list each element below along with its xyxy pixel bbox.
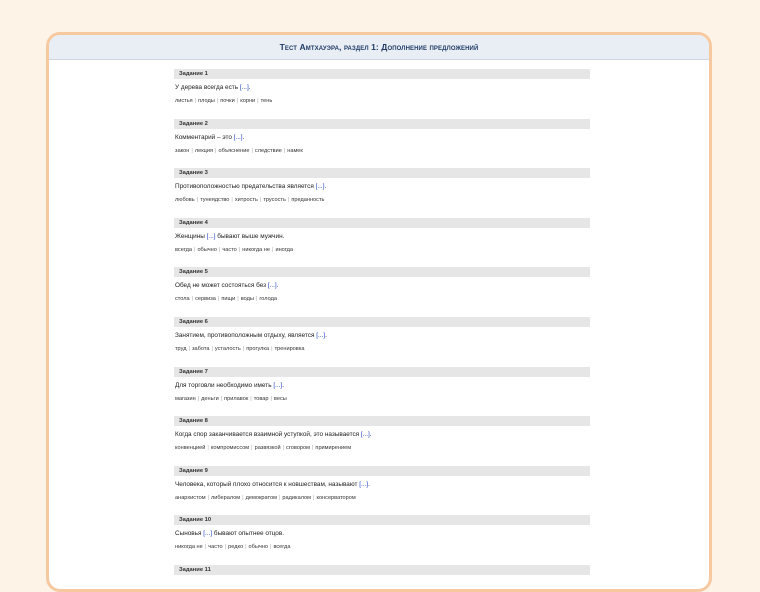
option-separator: | [188, 345, 190, 352]
answer-option[interactable]: радикалом [282, 494, 311, 501]
prompt-text-before: Занятием, противоположным отдыху, является [175, 331, 317, 339]
answer-options [174, 246, 590, 254]
answer-option[interactable]: всегда [175, 246, 192, 253]
option-separator: | [271, 345, 273, 352]
answer-options [174, 97, 590, 105]
answer-option[interactable]: тень [260, 98, 273, 104]
task-prompt [174, 430, 590, 439]
answer-blank[interactable]: [...] [273, 381, 283, 389]
option-separator: | [218, 246, 221, 253]
answer-option[interactable]: объяснение [218, 147, 250, 154]
prompt-text-before: Для торговли необходимо иметь [175, 381, 274, 389]
task-header: Задание 10 [174, 515, 590, 525]
answer-blank[interactable]: [...] [315, 183, 325, 191]
option-separator: | [211, 345, 213, 352]
answer-option[interactable]: консерватором [316, 494, 356, 501]
option-separator: | [191, 296, 194, 303]
answer-option[interactable]: трусость [263, 197, 286, 204]
answer-option[interactable]: намек [287, 147, 303, 154]
task-header: Задание 11 [174, 565, 590, 575]
task-prompt [174, 133, 590, 142]
task-header: Задание 8 [174, 416, 590, 426]
task-item [174, 218, 590, 268]
option-separator: | [207, 445, 209, 452]
task-item [174, 69, 590, 119]
answer-option[interactable]: часто [208, 544, 223, 551]
answer-option[interactable]: демократом [245, 494, 277, 501]
answer-option[interactable]: сервиза [195, 296, 216, 303]
answer-option[interactable]: стола [175, 296, 190, 303]
answer-option[interactable]: забота [191, 345, 210, 352]
task-header: Задание 2 [174, 119, 590, 129]
prompt-text-before: Сыновья [175, 530, 204, 538]
option-separator: | [251, 445, 253, 452]
answer-option[interactable]: хитрость [234, 197, 258, 204]
answer-option[interactable]: примирением [315, 445, 352, 452]
option-separator: | [191, 147, 193, 154]
option-separator: | [255, 296, 258, 303]
option-separator: | [312, 494, 315, 501]
task-item [174, 119, 590, 169]
prompt-text-after: . [242, 133, 245, 141]
answer-option[interactable]: либералом [211, 494, 241, 501]
task-list [174, 69, 590, 592]
answer-options [174, 543, 590, 551]
answer-blank[interactable]: [...] [233, 133, 243, 141]
task-prompt [174, 529, 590, 538]
option-separator: | [259, 197, 262, 204]
prompt-text-after: . [324, 183, 327, 191]
task-header: Задание 6 [174, 317, 590, 327]
answer-options [174, 444, 590, 452]
answer-blank[interactable]: [...] [206, 232, 216, 240]
task-prompt [174, 381, 590, 390]
prompt-text-before: Человека, который плохо относится к новшествам, называют [175, 480, 360, 488]
option-separator: | [257, 98, 259, 104]
option-separator: | [287, 197, 290, 204]
answer-blank[interactable]: [...] [267, 282, 277, 290]
title-bar [49, 35, 709, 60]
option-separator: | [220, 395, 223, 402]
prompt-text-after: . [282, 381, 284, 389]
answer-options [174, 395, 590, 403]
answer-option[interactable]: пищи [221, 296, 236, 303]
answer-option[interactable]: преданность [291, 197, 325, 204]
answer-option[interactable]: никогда не [242, 246, 270, 253]
answer-option[interactable]: магазин [175, 395, 196, 402]
answer-option[interactable]: всегда [273, 544, 291, 551]
option-separator: | [278, 494, 281, 501]
prompt-text-after: . [325, 331, 327, 339]
answer-option[interactable]: плоды [198, 98, 215, 104]
option-separator: | [270, 544, 272, 551]
answer-option[interactable]: следствие [254, 147, 282, 154]
task-header: Задание 3 [174, 168, 590, 178]
answer-option[interactable]: часто [222, 246, 237, 253]
answer-blank[interactable]: [...] [239, 84, 249, 91]
answer-option[interactable]: тунеядство [200, 197, 230, 204]
option-separator: | [224, 544, 227, 551]
answer-option[interactable]: воды [240, 296, 254, 303]
option-separator: | [283, 147, 286, 154]
answer-options [174, 295, 590, 303]
answer-option[interactable]: обычно [197, 246, 217, 253]
answer-blank[interactable]: [...] [316, 331, 326, 339]
option-separator: | [238, 246, 241, 253]
answer-option[interactable]: листья [175, 98, 193, 104]
task-header: Задание 7 [174, 367, 590, 377]
answer-option[interactable]: никогда не [175, 544, 203, 551]
answer-option[interactable]: лекция [194, 147, 214, 154]
option-separator: | [231, 197, 233, 204]
option-separator: | [236, 98, 239, 104]
answer-option[interactable]: деньги [201, 395, 219, 402]
answer-options [174, 147, 590, 155]
task-item [174, 168, 590, 218]
option-separator: | [217, 296, 220, 303]
prompt-text-before: Обед не может состояться без [175, 282, 268, 290]
answer-blank[interactable]: [...] [203, 530, 213, 538]
answer-option[interactable]: компромиссом [210, 445, 250, 452]
task-prompt [174, 182, 590, 191]
answer-option[interactable]: голода [259, 296, 277, 303]
answer-options [174, 345, 590, 353]
option-separator: | [204, 544, 207, 551]
answer-blank[interactable]: [...] [359, 480, 369, 488]
answer-option[interactable]: развязкой [254, 445, 281, 452]
answer-option[interactable]: закон [175, 147, 190, 154]
answer-option[interactable]: прилавок [224, 395, 249, 402]
option-separator: | [251, 147, 253, 154]
answer-option[interactable]: сговором [286, 445, 310, 452]
option-separator: | [242, 345, 245, 352]
answer-option[interactable]: труд [175, 345, 187, 352]
prompt-text-before: Комментарий – это [175, 133, 234, 141]
task-prompt [174, 232, 590, 241]
prompt-text-after: бывают опытнее отцов. [212, 530, 285, 538]
task-item [174, 466, 590, 516]
prompt-text-before: Когда спор заканчивается взаимной уступкой, это называется [175, 431, 361, 439]
answer-option[interactable]: весы [273, 395, 287, 402]
option-separator: | [196, 197, 199, 204]
answer-option[interactable]: иногда [275, 246, 293, 253]
option-separator: | [194, 98, 197, 104]
option-separator: | [207, 494, 209, 501]
answer-options [174, 196, 590, 204]
task-header: Задание 9 [174, 466, 590, 476]
option-separator: | [250, 395, 252, 402]
task-item [174, 515, 590, 565]
task-prompt [174, 281, 590, 290]
task-prompt [174, 83, 590, 92]
option-separator: | [270, 395, 272, 402]
answer-option[interactable]: любовь [175, 197, 195, 204]
task-item [174, 416, 590, 466]
option-separator: | [272, 246, 274, 253]
app-window [46, 32, 712, 592]
answer-option[interactable]: анархистом [175, 494, 206, 501]
prompt-text-before: У дерева всегда есть [175, 84, 240, 91]
answer-option[interactable]: корни [240, 98, 256, 104]
task-prompt [174, 480, 590, 489]
task-item [174, 367, 590, 417]
option-separator: | [193, 246, 196, 253]
task-header: Задание 1 [174, 69, 590, 79]
answer-option[interactable]: тренировка [274, 345, 305, 352]
prompt-text-after: бывают выше мужчин. [215, 232, 285, 240]
answer-option[interactable]: товар [253, 395, 269, 402]
answer-options [174, 494, 590, 502]
option-separator: | [197, 395, 200, 402]
answer-option[interactable]: редко [228, 544, 244, 551]
option-separator: | [245, 544, 247, 551]
answer-option[interactable]: конвенцией [175, 445, 206, 452]
task-item [174, 565, 590, 592]
option-separator: | [237, 296, 239, 303]
option-separator: | [216, 98, 219, 104]
answer-option[interactable]: прогулка [246, 345, 270, 352]
prompt-text-before: Женщины [175, 232, 207, 240]
option-separator: | [282, 445, 285, 452]
task-item [174, 317, 590, 367]
task-header: Задание 4 [174, 218, 590, 228]
window-title: Тест Амтхауэра, раздел 1: Дополнение предложений [279, 42, 479, 52]
option-separator: | [215, 147, 217, 154]
prompt-text-before: Противоположностью предательства является [175, 183, 316, 191]
task-header: Задание 5 [174, 267, 590, 277]
answer-option[interactable]: почки [220, 98, 235, 104]
prompt-text-after: . [248, 84, 251, 91]
prompt-text-after: . [368, 480, 370, 488]
answer-option[interactable]: обычно [248, 544, 268, 551]
option-separator: | [311, 445, 314, 452]
answer-blank[interactable]: [...] [360, 431, 370, 439]
prompt-text-after: . [369, 431, 372, 439]
prompt-text-after: . [276, 282, 279, 290]
answer-option[interactable]: усталость [214, 345, 241, 352]
task-item [174, 267, 590, 317]
task-prompt [174, 331, 590, 340]
option-separator: | [242, 494, 244, 501]
